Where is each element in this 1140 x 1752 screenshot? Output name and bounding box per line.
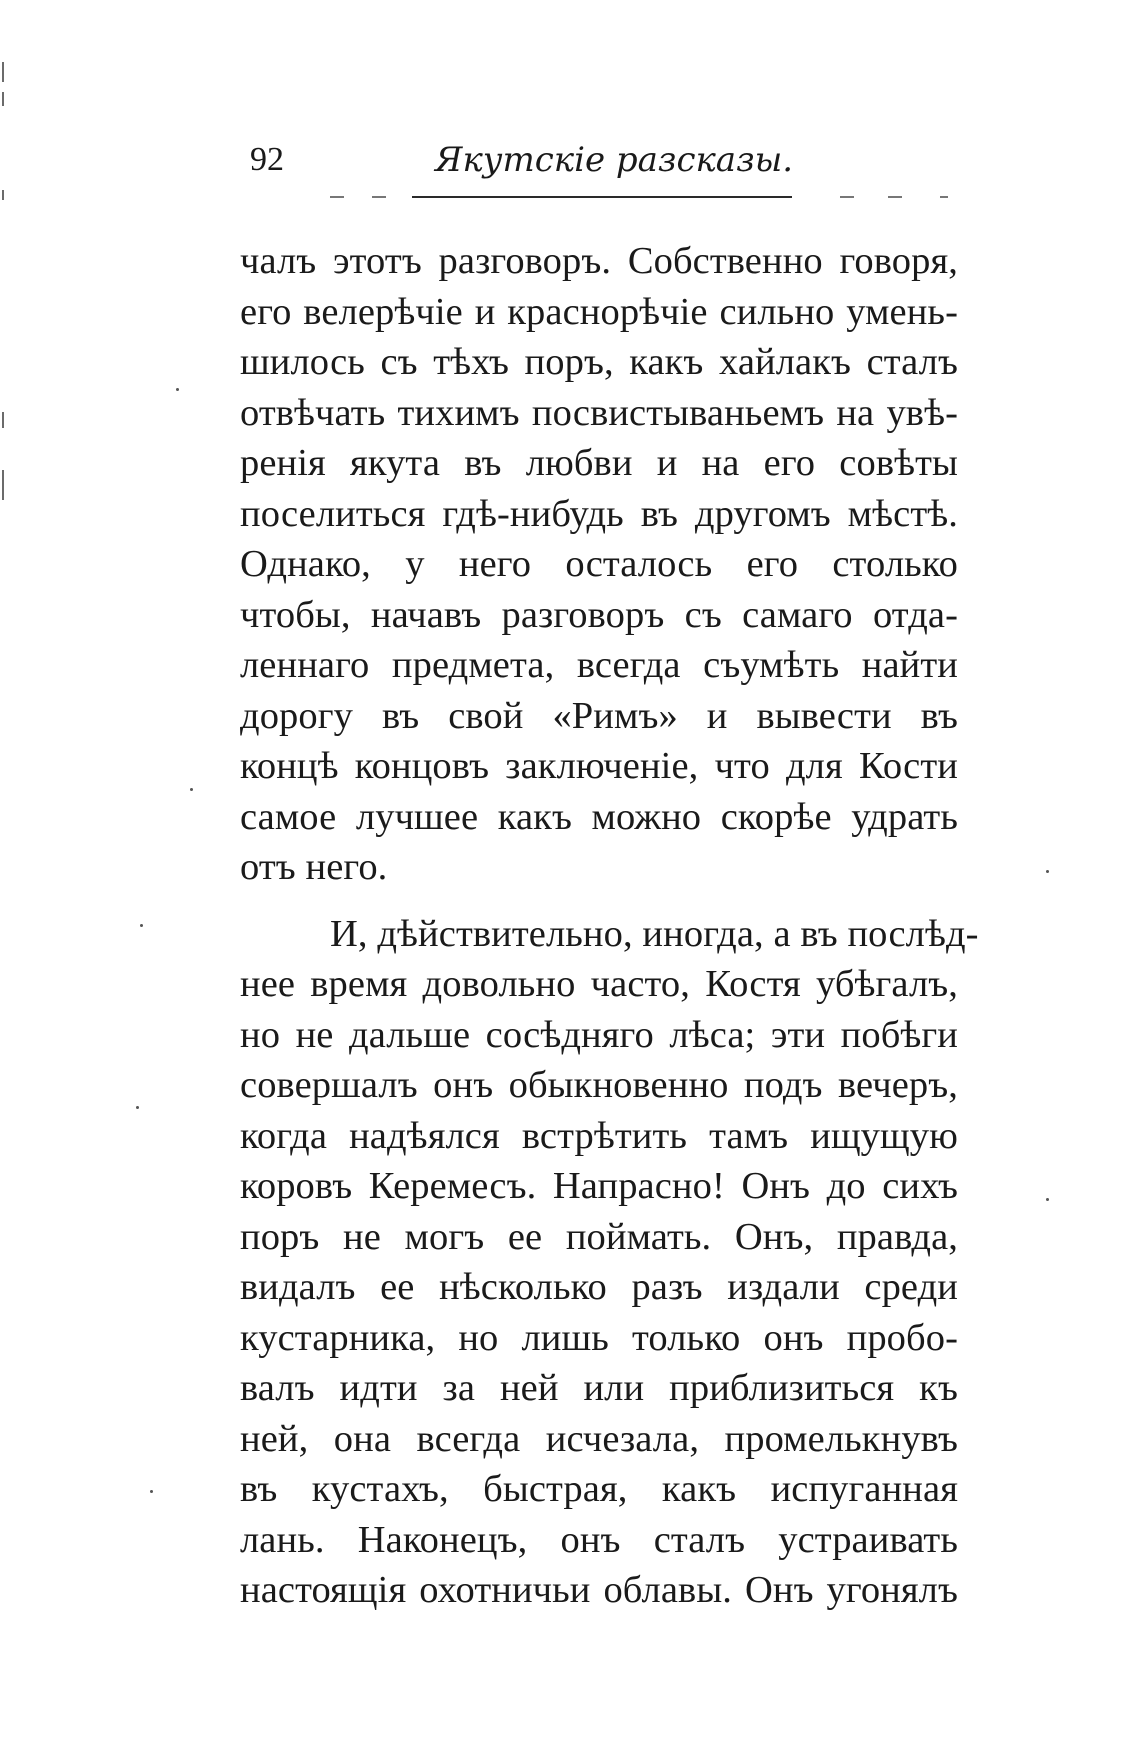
text-line: концѣ концовъ заключеніе, что для Кости <box>240 745 958 787</box>
scan-edge-marks <box>0 0 14 600</box>
text-line: лань. Наконецъ, онъ сталъ устраивать <box>240 1518 958 1561</box>
text-line: кустарника, но лишь только онъ пробо- <box>240 1316 958 1359</box>
text-line: поръ не могъ ее поймать. Онъ, правда, <box>240 1215 958 1258</box>
text-line: И, дѣйствительно, иногда, а въ послѣд- <box>330 912 979 955</box>
header-rule-dash <box>330 196 344 198</box>
header-rule-dash <box>372 196 386 198</box>
paragraph <box>240 236 958 893</box>
text-line: настоящія охотничьи облавы. Онъ угонялъ <box>240 1569 958 1611</box>
text-line: чтобы, начавъ разговоръ съ самаго отда- <box>240 593 958 636</box>
text-line: видалъ ее нѣсколько разъ издали среди <box>240 1266 958 1308</box>
body-text <box>240 236 979 1616</box>
scan-speck <box>136 1106 139 1109</box>
text-line: совершалъ онъ обыкновенно подъ вечеръ, <box>240 1064 958 1106</box>
scan-speck <box>1046 1198 1049 1201</box>
text-line: но не дальше сосѣдняго лѣса; эти побѣги <box>240 1013 958 1056</box>
paragraph <box>240 909 979 1616</box>
page-number: 92 <box>250 141 284 178</box>
text-line: дорогу въ свой «Римъ» и вывести въ <box>240 694 958 737</box>
text-line: поселиться гдѣ-нибудь въ другомъ мѣстѣ. <box>240 492 958 535</box>
text-line: чалъ этотъ разговоръ. Собственно говоря, <box>240 240 958 282</box>
text-line: шилось съ тѣхъ поръ, какъ хайлакъ сталъ <box>240 341 958 383</box>
scan-speck <box>1046 870 1049 873</box>
scan-speck <box>150 1490 153 1493</box>
page-header <box>250 138 960 186</box>
text-line: коровъ Керемесъ. Напрасно! Онъ до сихъ <box>240 1165 958 1207</box>
text-line: ренія якута въ любви и на его совѣты <box>240 442 958 484</box>
scan-speck <box>176 388 179 391</box>
text-line: леннаго предмета, всегда съумѣть найти <box>240 644 958 686</box>
header-rule-dash <box>940 196 948 198</box>
text-line: Однако, у него осталось его столько <box>240 543 958 585</box>
scan-speck <box>140 924 143 927</box>
text-line: его велерѣчіе и краснорѣчіе сильно умень- <box>240 290 958 333</box>
text-line: валъ идти за ней или приблизиться къ <box>240 1367 958 1409</box>
header-rule <box>412 196 792 198</box>
header-rule-dash <box>888 196 902 198</box>
header-rule-dash <box>840 196 854 198</box>
text-line: нее время довольно часто, Костя убѣгалъ, <box>240 963 958 1005</box>
running-head: Якутскіе разсказы. <box>435 140 794 180</box>
text-line: когда надѣялся встрѣтить тамъ ищущую <box>240 1114 958 1157</box>
text-line: въ кустахъ, быстрая, какъ испуганная <box>240 1468 958 1510</box>
text-line: самое лучшее какъ можно скорѣе удрать <box>240 795 958 838</box>
text-line: ней, она всегда исчезала, промелькнувъ <box>240 1417 958 1460</box>
scan-speck <box>190 788 193 791</box>
text-line: отвѣчать тихимъ посвистываньемъ на увѣ- <box>240 391 958 434</box>
text-line: отъ него. <box>240 846 388 888</box>
